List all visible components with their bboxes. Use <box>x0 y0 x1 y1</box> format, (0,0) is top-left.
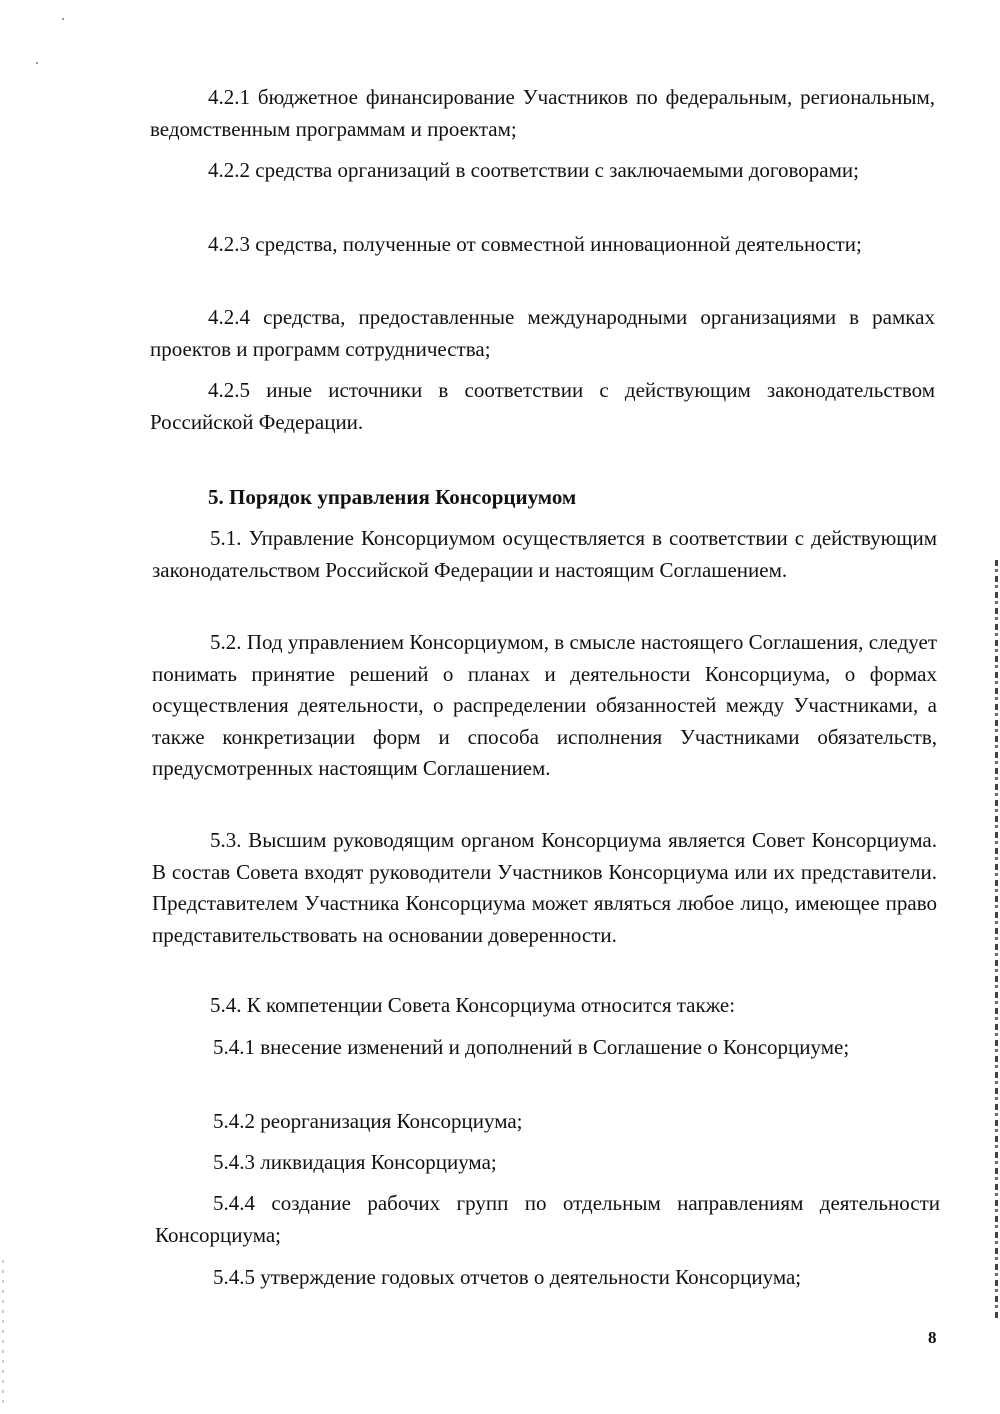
item-4-2-1-text: 4.2.1 бюджетное финансирование Участников по федеральным, региональным, ведомственным программам и проектам; <box>150 85 935 141</box>
paragraph-5-2 <box>152 627 937 785</box>
scan-edge-artifact <box>995 560 998 1320</box>
paragraph-5-3-text: 5.3. Высшим руководящим органом Консорциума является Совет Консорциума. В состав Совета входят руководители Участников Консорциума или их представители. Представителем Участника Консорциума может являться любое лицо, имеющее право представительствовать на основании доверенности. <box>152 828 937 947</box>
item-5-4-2-text: 5.4.2 реорганизация Консорциума; <box>213 1109 523 1133</box>
item-4-2-3-text: 4.2.3 средства, полученные от совместной инновационной деятельности; <box>208 232 862 256</box>
item-4-2-5-text: 4.2.5 иные источники в соответствии с действующим законодательством Российской Федерации. <box>150 378 935 434</box>
item-5-4-4 <box>155 1188 940 1251</box>
paragraph-5-4 <box>152 990 937 1022</box>
paragraph-5-1 <box>152 523 937 586</box>
item-5-4-2 <box>155 1106 940 1138</box>
item-4-2-1 <box>150 82 935 145</box>
item-5-4-1 <box>155 1032 940 1064</box>
paragraph-5-4-text: 5.4. К компетенции Совета Консорциума относится также: <box>210 993 736 1017</box>
item-5-4-3 <box>155 1147 940 1179</box>
paragraph-5-3 <box>152 825 937 951</box>
item-5-4-4-text: 5.4.4 создание рабочих групп по отдельным направлениям деятельности Консорциума; <box>155 1191 940 1247</box>
item-4-2-3 <box>150 229 935 261</box>
paragraph-5-2-text: 5.2. Под управлением Консорциумом, в смысле настоящего Соглашения, следует понимать принятие решений о планах и деятельности Консорциума, о формах осуществления деятельности, о распределении обязанностей между Участниками, а также конкретизации форм и способа исполнения Участниками обязательств, предусмотренных настоящим Соглашением. <box>152 630 937 780</box>
item-4-2-4 <box>150 302 935 365</box>
scan-speck <box>36 62 38 64</box>
item-4-2-2 <box>150 155 935 187</box>
item-5-4-1-text: 5.4.1 внесение изменений и дополнений в Соглашение о Консорциуме; <box>213 1035 850 1059</box>
item-5-4-5 <box>155 1262 940 1294</box>
paragraph-5-1-text: 5.1. Управление Консорциумом осуществляется в соответствии с действующим законодательством Российской Федерации и настоящим Соглашением. <box>152 526 937 582</box>
item-5-4-5-text: 5.4.5 утверждение годовых отчетов о деятельности Консорциума; <box>213 1265 802 1289</box>
item-4-2-4-text: 4.2.4 средства, предоставленные международными организациями в рамках проектов и программ сотрудничества; <box>150 305 935 361</box>
item-4-2-2-text: 4.2.2 средства организаций в соответствии с заключаемыми договорами; <box>208 158 859 182</box>
item-4-2-5 <box>150 375 935 438</box>
item-5-4-3-text: 5.4.3 ликвидация Консорциума; <box>213 1150 497 1174</box>
scan-speck <box>62 18 64 20</box>
section-5-heading: 5. Порядок управления Консорциумом <box>208 485 577 509</box>
page-number: 8 <box>928 1328 937 1347</box>
scan-edge-artifact <box>2 1260 4 1410</box>
